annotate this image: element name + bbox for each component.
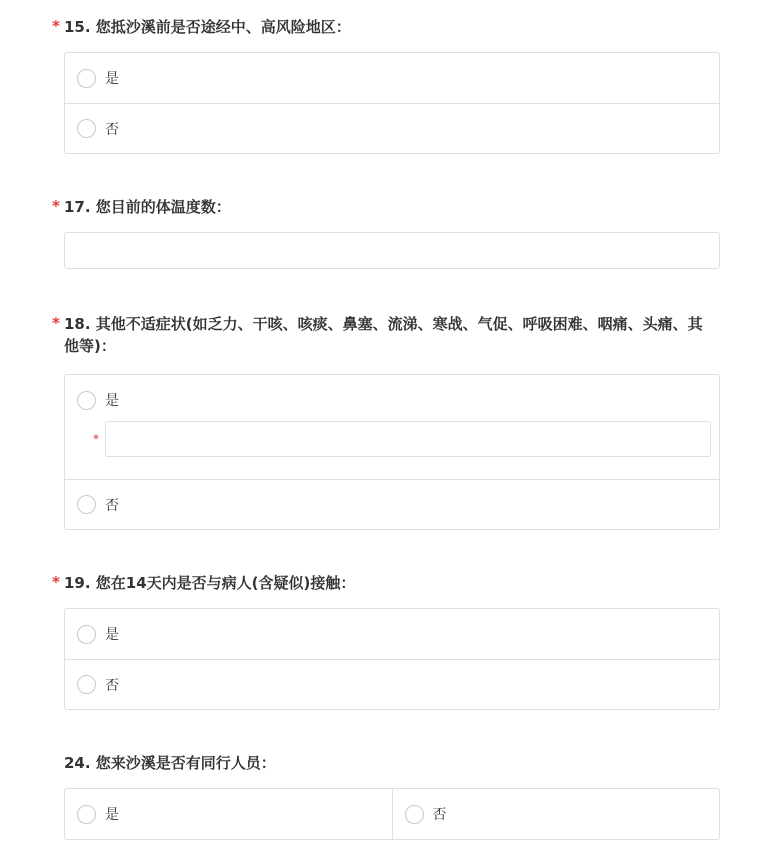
- radio-circle-icon[interactable]: [77, 391, 96, 410]
- question-title: 15. 您抵沙溪前是否途经中、高风险地区：: [64, 18, 351, 36]
- radio-circle-icon[interactable]: [405, 805, 424, 824]
- question-15-options: [64, 52, 720, 154]
- option-label: 是: [105, 627, 119, 643]
- option-label: 是: [105, 393, 119, 409]
- radio-circle-icon[interactable]: [77, 69, 96, 88]
- required-mark: *: [93, 432, 99, 446]
- question-18-options: [64, 374, 720, 530]
- option-label: 是: [105, 71, 119, 87]
- radio-circle-icon[interactable]: [77, 119, 96, 138]
- option-no[interactable]: [65, 659, 719, 709]
- question-title: 24. 您来沙溪是否有同行人员：: [64, 754, 276, 772]
- temperature-input[interactable]: [64, 232, 720, 269]
- option-label: 否: [432, 807, 447, 823]
- question-19-options: [64, 608, 720, 710]
- option-yes[interactable]: [65, 789, 392, 839]
- radio-circle-icon[interactable]: [77, 675, 96, 694]
- option-label: 是: [105, 807, 119, 823]
- required-mark: *: [52, 314, 60, 332]
- option-label: 否: [105, 677, 119, 694]
- question-17: [0, 196, 781, 218]
- option-label: 否: [105, 497, 119, 514]
- option-no[interactable]: [65, 103, 719, 153]
- radio-circle-icon[interactable]: [77, 495, 96, 514]
- other-symptoms-input[interactable]: [105, 421, 711, 457]
- option-yes[interactable]: [65, 53, 719, 103]
- required-mark: *: [52, 197, 60, 215]
- question-24: [0, 752, 781, 774]
- question-18: [0, 313, 781, 357]
- question-19: [0, 572, 781, 594]
- options-grid: [65, 789, 719, 839]
- question-title: 18. 其他不适症状(如乏力、干咳、咳痰、鼻塞、流涕、寒战、气促、呼吸困难、咽痛、头痛、其他等)：: [64, 315, 703, 355]
- question-24-options: [64, 788, 720, 840]
- question-title: 17. 您目前的体温度数：: [64, 198, 231, 216]
- radio-circle-icon[interactable]: [77, 625, 96, 644]
- option-no[interactable]: [392, 789, 720, 839]
- option-label: 否: [105, 121, 119, 138]
- other-symptoms-row: [65, 421, 719, 457]
- question-15: [0, 16, 781, 38]
- option-yes[interactable]: [65, 375, 719, 425]
- required-mark: *: [52, 573, 60, 591]
- question-title: 19. 您在14天内是否与病人(含疑似)接触：: [64, 574, 356, 592]
- option-yes[interactable]: [65, 609, 719, 659]
- required-mark: *: [52, 17, 60, 35]
- radio-circle-icon[interactable]: [77, 805, 96, 824]
- option-no[interactable]: [65, 479, 719, 529]
